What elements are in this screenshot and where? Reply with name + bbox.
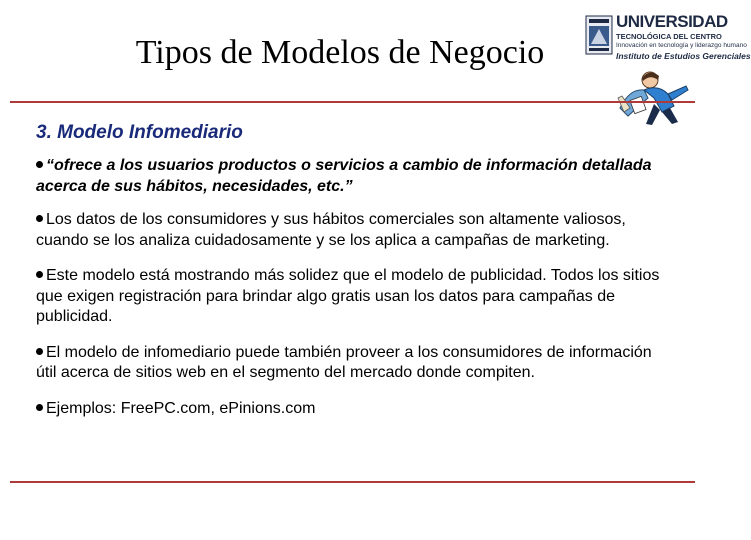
bottom-divider (10, 481, 695, 483)
bullet-list (36, 156, 676, 434)
logo-institute: Instituto de Estudios Gerenciales (616, 51, 751, 61)
bullet-icon (36, 161, 43, 168)
bullet-text: Ejemplos: FreePC.com, ePinions.com (46, 399, 316, 417)
bullet-icon (36, 348, 43, 355)
bullet-item (36, 266, 676, 328)
bullet-icon (36, 404, 43, 411)
bullet-item (36, 210, 676, 251)
bullet-item (36, 343, 676, 384)
logo-tagline: Innovación en tecnología y liderazgo humano (616, 42, 747, 49)
bullet-icon (36, 271, 43, 278)
university-emblem-icon (586, 16, 612, 54)
person-clipart-icon (614, 68, 694, 126)
bullet-text: “ofrece a los usuarios productos o servicios a cambio de información detallada acerca de sus hábitos, necesidades, etc.” (36, 157, 652, 195)
slide-title: Tipos de Modelos de Negocio (135, 34, 545, 71)
section-heading: 3. Modelo Infomediario (36, 122, 243, 143)
bullet-text: Este modelo está mostrando más solidez que el modelo de publicidad. Todos los sitios que exigen registración para brindar algo gratis usan los datos para campañas de publicidad. (36, 267, 660, 325)
bullet-item (36, 156, 676, 197)
university-logo (586, 10, 751, 72)
logo-name: UNIVERSIDAD (616, 12, 728, 31)
bullet-text: El modelo de infomediario puede también proveer a los consumidores de información útil acerca de sitios web en el segmento del mercado donde compiten. (36, 343, 652, 381)
top-divider (10, 101, 695, 103)
logo-subtitle: TECNOLÓGICA DEL CENTRO (616, 32, 722, 41)
bullet-icon (36, 215, 43, 222)
bullet-item (36, 399, 676, 420)
bullet-text: Los datos de los consumidores y sus hábitos comerciales son altamente valiosos, cuando se los analiza cuidadosamente y se los aplica a campañas de marketing. (36, 211, 626, 249)
